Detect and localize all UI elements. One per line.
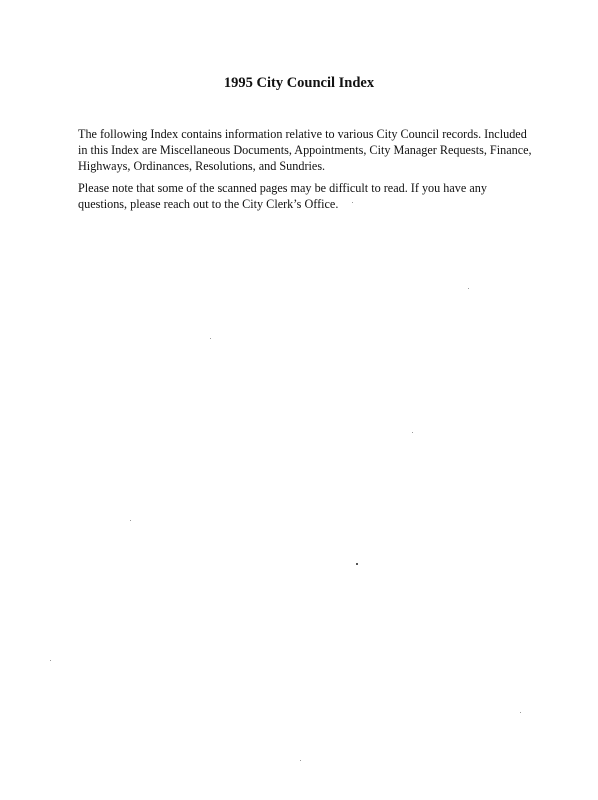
- scan-speck: [352, 202, 353, 203]
- scan-speck: [50, 660, 51, 661]
- scan-speck: [520, 712, 521, 713]
- scan-speck: [468, 288, 469, 289]
- scan-speck: [300, 760, 301, 761]
- notice-paragraph: Please note that some of the scanned pages may be difficult to read. If you have any questions, please reach out to the City Clerk’s Office.: [78, 181, 487, 211]
- intro-paragraph: The following Index contains information relative to various City Council records. Included in this Index are Miscellaneous Documents, Appointments, City Manager Requests, Finance, Highways, Ordinances, Resolutions, and Sundries.: [78, 127, 532, 173]
- scan-speck: [412, 432, 413, 433]
- scan-speck: [356, 563, 358, 565]
- scan-speck: [130, 520, 131, 521]
- scan-speck: [210, 338, 211, 339]
- page-title: 1995 City Council Index: [223, 75, 375, 91]
